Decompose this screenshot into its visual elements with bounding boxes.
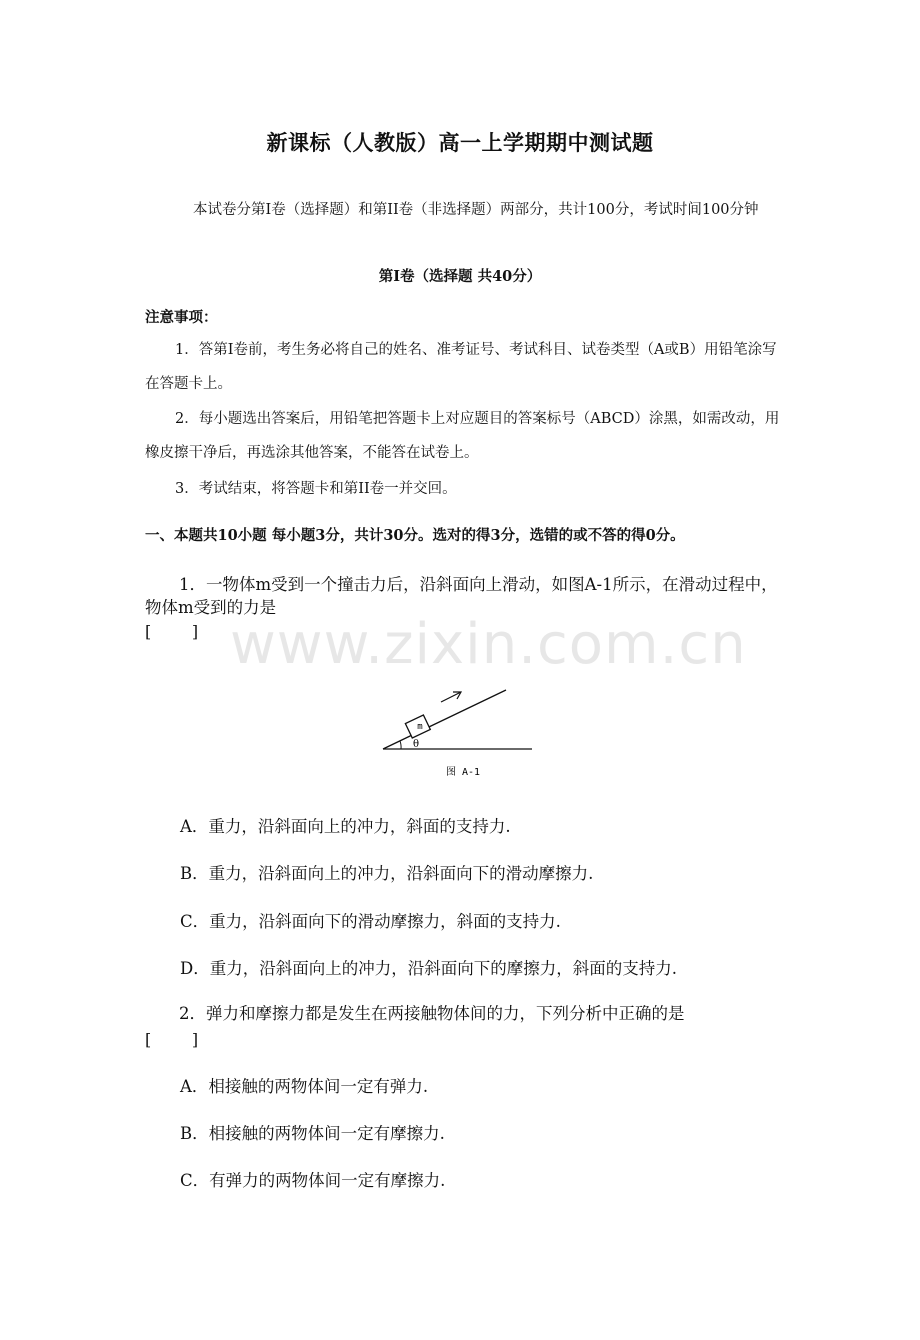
question-1-option-d: D．重力，沿斜面向上的冲力，沿斜面向下的摩擦力，斜面的支持力. [180,959,677,978]
notice-item-1: 1．答第Ⅰ卷前，考生务必将自己的姓名、准考证号、考试科目、试卷类型（A或B）用铅笔涂写在答题卡上。 [145,342,777,392]
question-2-option-b: B．相接触的两物体间一定有摩擦力. [180,1124,445,1143]
question-1-stem: 1．一物体m受到一个撞击力后，沿斜面向上滑动，如图A-1所示，在滑动过程中，物体m受到的力是 [145,575,778,617]
question-2-answer-bracket: [ ] [145,1030,199,1049]
notice-item-2: 2．每小题选出答案后，用铅笔把答题卡上对应题目的答案标号（ABCD）涂黑，如需改动，用橡皮擦干净后，再选涂其他答案，不能答在试卷上。 [145,411,780,461]
question-2-stem: 2．弹力和摩擦力都是发生在两接触物体间的力，下列分析中正确的是 [179,1004,685,1023]
part-1-heading: 一、本题共10小题 每小题3分，共计30分。选对的得3分，选错的或不答的得0分。 [145,527,685,544]
angle-arc [400,741,401,749]
exam-title: 新课标（人教版）高一上学期期中测试题 [266,130,654,155]
notice-heading: 注意事项： [145,309,218,326]
block-label: m [417,722,423,732]
question-1-option-c: C．重力，沿斜面向下的滑动摩擦力，斜面的支持力. [180,912,561,931]
question-1-answer-bracket: [ ] [145,622,199,641]
question-2-option-c: C．有弹力的两物体间一定有摩擦力. [180,1171,446,1190]
question-2-option-a: A．相接触的两物体间一定有弹力. [180,1077,429,1096]
question-1-option-b: B．重力，沿斜面向上的冲力，沿斜面向下的滑动摩擦力. [180,864,594,883]
question-1-option-a: A．重力，沿斜面向上的冲力，斜面的支持力. [180,817,511,836]
notice-item-3: 3．考试结束，将答题卡和第II卷一并交回。 [175,481,457,497]
watermark: www.zixin.com.cn [230,612,747,677]
incline-line [383,690,506,749]
figure-caption: 图 A-1 [445,767,481,778]
figure-a1-incline-diagram [375,682,545,782]
angle-label: θ [413,739,420,750]
exam-intro: 本试卷分第Ⅰ卷（选择题）和第II卷（非选择题）两部分，共计100分，考试时间100分钟 [193,202,759,218]
section-1-title: 第Ⅰ卷（选择题 共40分） [378,268,542,285]
